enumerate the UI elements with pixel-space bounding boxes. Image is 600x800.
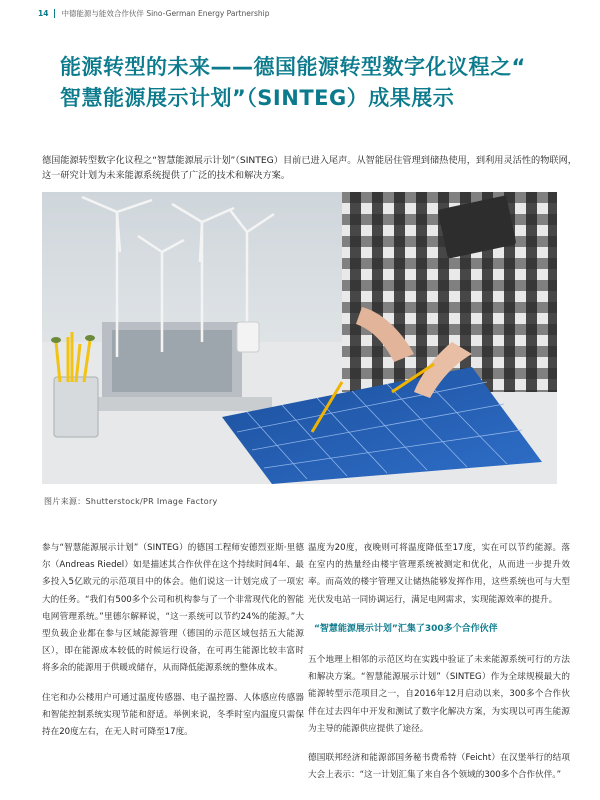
body-column-right [308, 540, 570, 796]
title-line-2: 智慧能源展示计划”（SINTEG）成果展示 [60, 86, 455, 110]
running-header [38, 8, 269, 19]
body-paragraph: 五个地理上相邻的示范区均在实践中验证了未来能源系统可行的方法和解决方案。“智慧能源展示计划”（SINTEG）作为全球规模最大的能源转型示范项目之一，自2016年12月启动以来，300多个合作伙伴在过去四年中开发和测试了数字化解决方案，为实现以可再生能源为主导的能源供应提供了途径。 [308, 655, 570, 734]
running-title: 中德能源与能效合作伙伴 Sino-German Energy Partnership [61, 9, 270, 18]
body-paragraph: 德国联邦经济和能源部国务秘书费希特（Feicht）在汉堡举行的结项大会上表示：“这一计划汇集了来自各个领域的300多个合作伙伴。” [308, 753, 570, 781]
photo-illustration [42, 192, 557, 484]
page-number: 14 [38, 9, 49, 18]
body-paragraph: 住宅和办公楼用户可通过温度传感器、电子温控器、人体感应传感器和智能控制系统实现节能和舒适。举例来说，冬季时室内温度只需保持在20度左右，在无人时可降至17度。 [42, 692, 304, 738]
article-photo [42, 192, 557, 484]
body-paragraph: 温度为20度，夜晚则可将温度降低至17度，实在可以节约能源。落在室内的热量经由楼宇管理系统被测定和优化，从而进一步提升效率。而高效的楼宇管理又让储热能够发挥作用，这些系统也可与大型光伏发电站一同协调运行，满足电网需求，实现能源效率的提升。 [308, 543, 570, 605]
photo-caption: 图片来源：Shutterstock/PR Image Factory [44, 497, 218, 506]
intro-paragraph: 德国能源转型数字化议程之“智慧能源展示计划”（SINTEG）目前已进入尾声。从智能居住管理到储热使用，到利用灵活性的物联网，这一研究计划为未来能源系统提供了广泛的技术和解决方案。 [42, 155, 577, 181]
body-column-left [42, 540, 304, 753]
body-paragraph: 参与“智慧能源展示计划”（SINTEG）的德国工程师安德烈亚斯·里德尔（Andreas Riedel）如是描述其合作伙伴在这个持续时间4年、最多投入5亿欧元的示范项目中的体会。他们说这一计划完成了一项宏大的任务。“我们有500多个公司和机构参与了一个非常现代化的智能电网管理系统。”里德尔解释说，“这一系统可以节约24%的能源。”大型负载企业都在参与区域能源管理（德国的示范区域包括五大能源区），即在能源成本较低的时候运行设备，在可再生能源比较丰富时将多余的能源用于供暖或储存，从而降低能源系统的整体成本。 [42, 543, 304, 674]
header-divider [54, 9, 55, 18]
article-title [60, 52, 580, 114]
title-line-1: 能源转型的未来——德国能源转型数字化议程之“ [60, 55, 526, 79]
section-subheading: “智慧能源展示计划”汇集了300多个合作伙伴 [314, 623, 498, 634]
